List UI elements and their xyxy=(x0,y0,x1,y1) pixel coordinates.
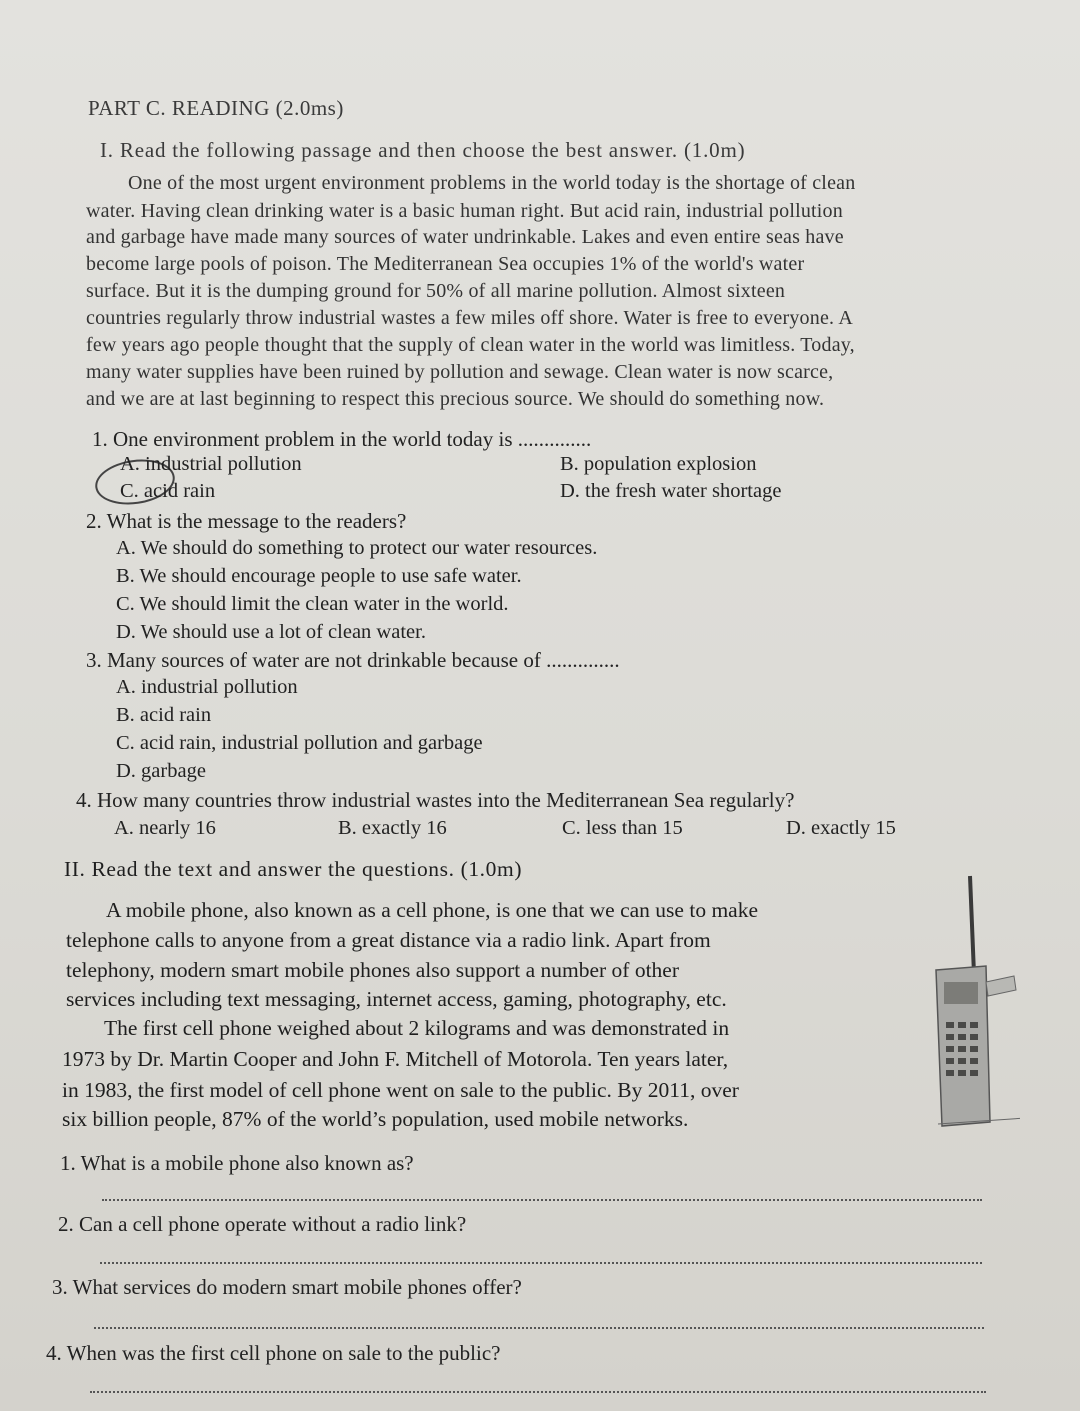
passage1-line: become large pools of poison. The Mediterranean Sea occupies 1% of the world's water xyxy=(86,253,805,275)
brick-phone-image xyxy=(930,872,1020,1132)
passage2-line: six billion people, 87% of the world’s population, used mobile networks. xyxy=(62,1107,689,1131)
option-c[interactable]: C. acid rain, industrial pollution and garbage xyxy=(116,732,483,754)
passage1-line: countries regularly throw industrial wastes a few miles off shore. Water is free to everyone. A xyxy=(86,307,853,329)
question-stem: 1. One environment problem in the world today is .............. xyxy=(92,427,592,451)
option-d[interactable]: D. exactly 15 xyxy=(786,817,896,839)
option-c[interactable]: C. We should limit the clean water in the world. xyxy=(116,593,509,615)
option-d[interactable]: D. garbage xyxy=(116,760,206,782)
short-answer-question: 1. What is a mobile phone also known as? xyxy=(60,1151,414,1175)
passage2-line: telephony, modern smart mobile phones also support a number of other xyxy=(66,958,680,982)
passage1-line: and we are at last beginning to respect this precious source. We should do something now. xyxy=(86,388,825,410)
section2-instruction: II. Read the text and answer the questions. (1.0m) xyxy=(64,857,523,881)
question-stem: 3. Many sources of water are not drinkable because of .............. xyxy=(86,648,620,672)
passage1-line: One of the most urgent environment problems in the world today is the shortage of clean xyxy=(128,172,856,194)
option-d[interactable]: D. the fresh water shortage xyxy=(560,480,782,502)
passage1-line: few years ago people thought that the supply of clean water in the world was limitless. Today, xyxy=(86,334,855,356)
answer-line-2[interactable] xyxy=(100,1262,982,1264)
passage2-line: services including text messaging, internet access, gaming, photography, etc. xyxy=(66,987,727,1011)
short-answer-question: 2. Can a cell phone operate without a radio link? xyxy=(58,1212,467,1236)
option-b[interactable]: B. We should encourage people to use safe water. xyxy=(116,565,522,587)
passage2-line: in 1983, the first model of cell phone went on sale to the public. By 2011, over xyxy=(62,1078,739,1102)
option-b[interactable]: B. acid rain xyxy=(116,704,212,726)
answer-line-1[interactable] xyxy=(102,1199,982,1201)
option-a[interactable]: A. industrial pollution xyxy=(120,453,302,475)
option-c[interactable]: C. less than 15 xyxy=(562,817,683,839)
passage1-line: and garbage have made many sources of water undrinkable. Lakes and even entire seas have xyxy=(86,226,844,248)
passage1-line: surface. But it is the dumping ground for 50% of all marine pollution. Almost sixteen xyxy=(86,280,786,302)
option-a[interactable]: A. nearly 16 xyxy=(114,817,216,839)
option-b[interactable]: B. population explosion xyxy=(560,453,757,475)
passage2-line: A mobile phone, also known as a cell phone, is one that we can use to make xyxy=(106,898,759,922)
passage2-line: telephone calls to anyone from a great distance via a radio link. Apart from xyxy=(66,928,711,952)
passage1-line: many water supplies have been ruined by pollution and sewage. Clean water is now scarce, xyxy=(86,361,834,383)
option-b[interactable]: B. exactly 16 xyxy=(338,817,447,839)
option-c[interactable]: C. acid rain xyxy=(120,480,216,502)
question-stem: 2. What is the message to the readers? xyxy=(86,509,407,533)
option-a[interactable]: A. We should do something to protect our water resources. xyxy=(116,537,598,559)
option-d[interactable]: D. We should use a lot of clean water. xyxy=(116,621,426,643)
part-title: PART C. READING (2.0ms) xyxy=(88,96,344,120)
option-a[interactable]: A. industrial pollution xyxy=(116,676,298,698)
answer-line-3[interactable] xyxy=(94,1327,984,1329)
question-stem: 4. How many countries throw industrial wastes into the Mediterranean Sea regularly? xyxy=(76,788,795,812)
short-answer-question: 4. When was the first cell phone on sale to the public? xyxy=(46,1341,501,1365)
passage1-line: water. Having clean drinking water is a basic human right. But acid rain, industrial pollution xyxy=(86,200,843,222)
section1-instruction: I. Read the following passage and then choose the best answer. (1.0m) xyxy=(100,138,746,162)
passage2-line: 1973 by Dr. Martin Cooper and John F. Mitchell of Motorola. Ten years later, xyxy=(62,1047,729,1071)
answer-line-4[interactable] xyxy=(90,1391,986,1393)
short-answer-question: 3. What services do modern smart mobile phones offer? xyxy=(52,1275,522,1299)
passage2-line: The first cell phone weighed about 2 kilograms and was demonstrated in xyxy=(104,1016,730,1040)
